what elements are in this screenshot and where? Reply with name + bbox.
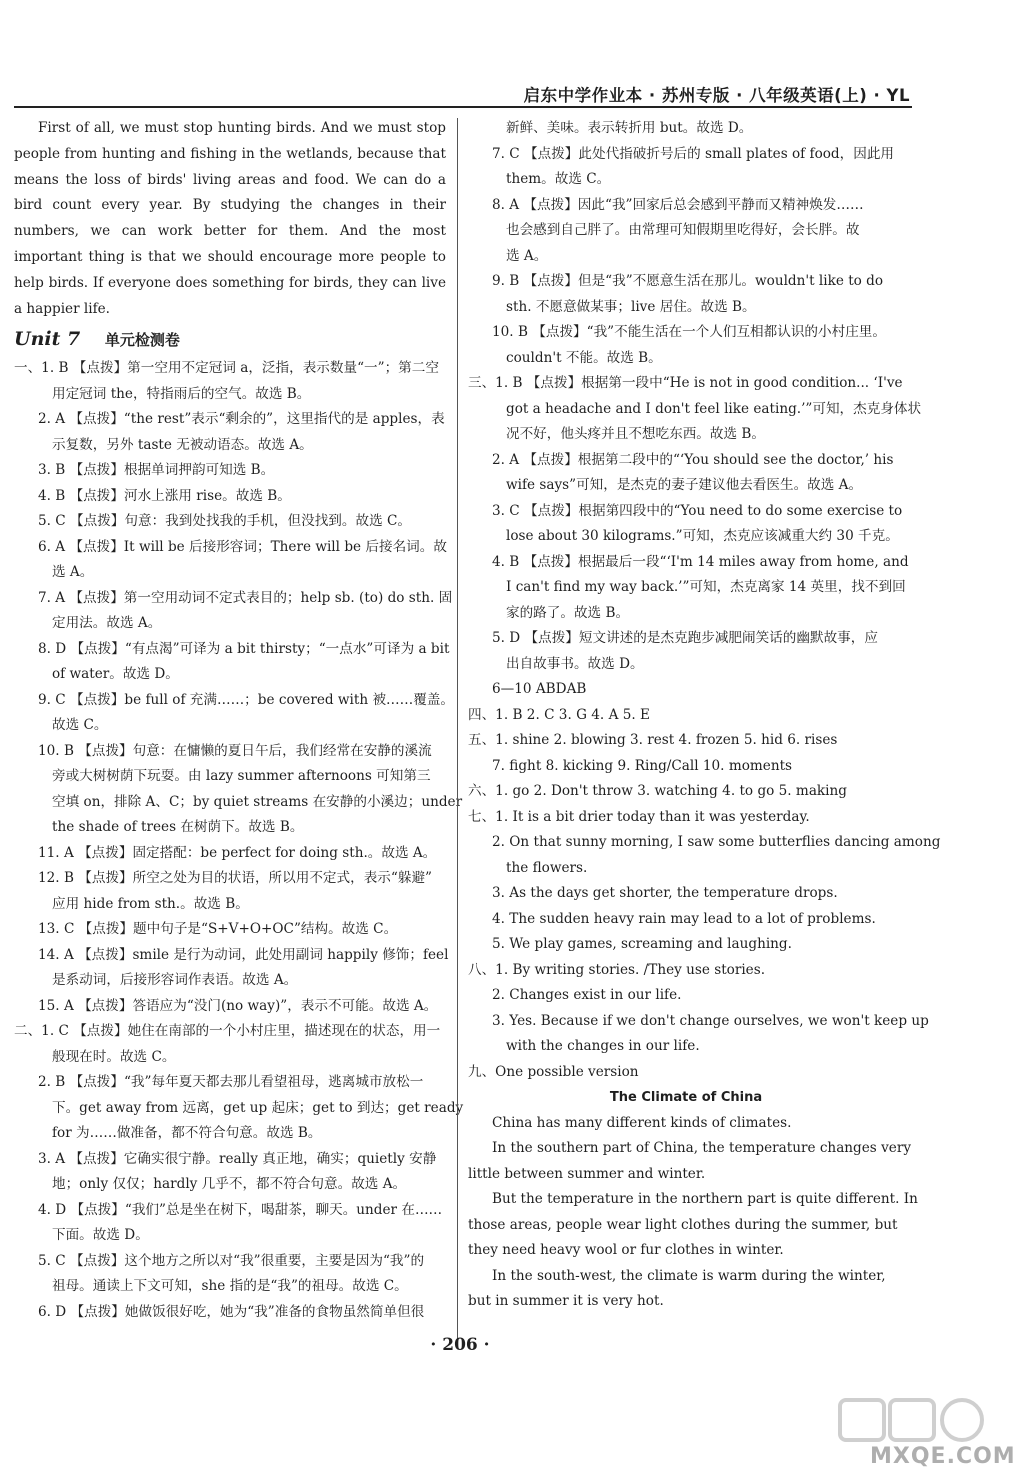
answer-line: 四、1. B 2. C 3. G 4. A 5. E — [468, 706, 650, 723]
answer-line: 二、1. C 【点拨】她住在南部的一个小村庄里，描述现在的状态，用一 — [14, 1023, 441, 1040]
answer-line: 5. C 【点拨】句意：我到处找我的手机，但没找到。故选 C。 — [38, 513, 411, 530]
page-header: 启东中学作业本 · 苏州专版 · 八年级英语(上) · YL — [523, 86, 910, 105]
left-answer-list — [14, 356, 464, 1325]
answer-line: 六、1. go 2. Don't throw 3. watching 4. to go 5. making — [468, 783, 847, 799]
answer-line: 是系动词，后接形容词作表语。故选 A。 — [52, 972, 298, 989]
answer-line: 况不好，他头疼并且不想吃东西。故选 B。 — [506, 426, 765, 442]
answer-line: wife says”可知，是杰克的妻子建议他去看医生。故选 A。 — [506, 477, 863, 493]
answer-line: 下。get away from 远离，get up 起床；get to 到达；get ready — [52, 1099, 464, 1116]
answer-line: 4. The sudden heavy rain may lead to a lot of problems. — [492, 910, 876, 927]
right-answer-list — [468, 116, 941, 1085]
answer-line: 8. A 【点拨】因此“我”回家后总会感到平静而又精神焕发…… — [492, 196, 864, 213]
answer-line: 一、1. B 【点拨】第一空用不定冠词 a，泛指，表示数量“一”；第二空 — [14, 360, 439, 377]
essay-line: In the southern part of China, the temperature changes very — [492, 1140, 911, 1156]
answer-line: 也会感到自己胖了。由常理可知假期里吃得好，会长胖。故 — [506, 222, 860, 238]
answer-line: 7. C 【点拨】此处代指破折号后的 small plates of food，因此用 — [492, 145, 895, 162]
answer-line: 选 A。 — [506, 247, 548, 264]
answer-line: 八、1. By writing stories. /They use stories. — [468, 961, 766, 978]
answer-line: 2. A 【点拨】根据第二段中的“‘You should see the doctor,’ his — [492, 451, 894, 468]
answer-line: 7. A 【点拨】第一空用动词不定式表目的；help sb. (to) do sth. 固 — [38, 589, 453, 606]
answer-line: 4. D 【点拨】“我们”总是坐在树下，喝甜茶，聊天。under 在…… — [38, 1201, 443, 1218]
answer-line: 13. C 【点拨】题中句子是“S+V+O+OC”结构。故选 C。 — [38, 921, 398, 938]
answer-line: 地；only 仅仅；hardly 几乎不，都不符合句意。故选 A。 — [52, 1176, 407, 1193]
intro-paragraph: First of all, we must stop hunting birds. And we must stop people from hunting and fishing in the wetlands, because that means the loss of birds' living areas and food. We can do a bird count every year. By studying the changes in their numbers, we can work better for them. And the most important thing is that we should encourage more people to help birds. If everyone does something for birds, they can live a happier life. — [14, 120, 446, 317]
answer-line: 5. We play games, screaming and laughing. — [492, 936, 792, 952]
answer-line: 4. B 【点拨】河水上涨用 rise。故选 B。 — [38, 487, 291, 504]
essay-line: In the south-west, the climate is warm during the winter, — [492, 1267, 886, 1284]
answer-line: 用定冠词 the，特指雨后的空气。故选 B。 — [52, 385, 311, 402]
answer-line: 10. B 【点拨】“我”不能生活在一个人们互相都认识的小村庄里。 — [492, 324, 886, 340]
answer-line: 9. B 【点拨】但是“我”不愿意生活在那儿。wouldn't like to do — [492, 273, 884, 289]
answer-line: 6. D 【点拨】她做饭很好吃，她为“我”准备的食物虽然简单但很 — [38, 1303, 425, 1320]
header-rule — [14, 106, 912, 108]
answer-line: 选 A。 — [52, 564, 94, 581]
answer-line: 8. D 【点拨】“有点渴”可译为 a bit thirsty；“一点水”可译为 a bit — [38, 640, 450, 657]
answer-line: 2. On that sunny morning, I saw some butterflies dancing among — [492, 834, 941, 850]
answer-line: for 为……做准备，都不符合句意。故选 B。 — [52, 1125, 322, 1142]
answer-line: 定用法。故选 A。 — [52, 615, 162, 632]
answer-line: sth. 不愿意做某事；live 居住。故选 B。 — [506, 298, 756, 315]
answer-line: 示复数，另外 taste 无被动语态。故选 A。 — [52, 436, 313, 453]
page-number: · 206 · — [430, 1335, 490, 1355]
answer-line: I can't find my way back.’”可知，杰克离家 14 英里，找不到回 — [506, 579, 906, 595]
answer-line: them。故选 C。 — [506, 171, 611, 187]
answer-line: 家的路了。故选 B。 — [506, 604, 630, 621]
answer-line: 3. Yes. Because if we don't change ourselves, we won't keep up — [492, 1012, 929, 1029]
answer-line: 故选 C。 — [52, 717, 108, 734]
essay-title: The Climate of China — [609, 1090, 763, 1105]
answer-line: 下面。故选 D。 — [52, 1227, 149, 1244]
answer-line: 新鲜、美味。表示转折用 but。故选 D。 — [506, 120, 753, 136]
answer-line: the shade of trees 在树荫下。故选 B。 — [52, 819, 304, 836]
answer-line: 般现在时。故选 C。 — [52, 1048, 176, 1065]
answer-line: 空填 on，排除 A、C；by quiet streams 在安静的小溪边；under — [52, 793, 463, 810]
answer-line: 6. A 【点拨】It will be 后接形容词；There will be 后接名词。故 — [38, 538, 447, 555]
answer-line: 15. A 【点拨】答语应为“没门(no way)”，表示不可能。故选 A。 — [38, 997, 438, 1014]
answer-line: 七、1. It is a bit drier today than it was yesterday. — [468, 808, 810, 825]
answer-line: 应用 hide from sth.。故选 B。 — [52, 895, 249, 912]
answer-line: 6—10 ABDAB — [492, 681, 587, 697]
answer-line: 九、One possible version — [468, 1063, 639, 1080]
answer-line: 7. fight 8. kicking 9. Ring/Call 10. moments — [492, 757, 793, 774]
answer-line: 旁或大树树荫下玩耍。由 lazy summer afternoons 可知第三 — [52, 768, 431, 785]
answer-line: 9. C 【点拨】be full of 充满……；be covered with 被……覆盖。 — [38, 691, 455, 708]
answer-line: 4. B 【点拨】根据最后一段“‘I'm 14 miles away from home, and — [492, 553, 909, 570]
answer-line: lose about 30 kilograms.”可知，杰克应该减重大约 30 千克。 — [506, 528, 899, 544]
answer-line: 祖母。通读上下文可知，she 指的是“我”的祖母。故选 C。 — [52, 1278, 408, 1295]
answer-line: 3. As the days get shorter, the temperature drops. — [492, 885, 838, 901]
answer-line: 12. B 【点拨】所空之处为目的状语，所以用不定式，表示“躲避” — [38, 870, 432, 887]
answer-line: 3. B 【点拨】根据单词押韵可知选 B。 — [38, 462, 275, 479]
answer-line: 五、1. shine 2. blowing 3. rest 4. frozen 5. hid 6. rises — [468, 732, 838, 748]
answer-line: 出自故事书。故选 D。 — [506, 655, 644, 672]
answer-line: of water。故选 D。 — [52, 666, 179, 683]
answer-line: 三、1. B 【点拨】根据第一段中“He is not in good condition... ‘I've — [468, 375, 903, 391]
left-column — [14, 116, 464, 1325]
column-divider — [457, 118, 458, 1340]
answer-line: 10. B 【点拨】句意：在慵懒的夏日午后，我们经常在安静的溪流 — [38, 742, 432, 759]
unit-title: Unit 7 — [14, 328, 81, 351]
answer-line: 14. A 【点拨】smile 是行为动词，此处用副词 happily 修饰；feel — [38, 946, 449, 963]
essay-line: But the temperature in the northern part is quite different. In — [492, 1191, 918, 1207]
essay-line: they need heavy wool or fur clothes in winter. — [468, 1242, 784, 1258]
answer-line: 3. C 【点拨】根据第四段中的“You need to do some exercise to — [492, 502, 903, 519]
answer-line: 5. C 【点拨】这个地方之所以对“我”很重要，主要是因为“我”的 — [38, 1252, 425, 1269]
essay-line: but in summer it is very hot. — [468, 1293, 664, 1309]
answer-line: couldn't 不能。故选 B。 — [506, 349, 662, 366]
answer-line: 11. A 【点拨】固定搭配：be perfect for doing sth.。故选 A。 — [38, 844, 437, 861]
answer-line: the flowers. — [506, 859, 588, 876]
watermark-text: MXQE.COM — [870, 1444, 1016, 1469]
answer-line: 5. D 【点拨】短文讲述的是杰克跑步减肥闹笑话的幽默故事，应 — [492, 630, 878, 646]
right-column — [468, 116, 941, 1315]
answer-line: with the changes in our life. — [506, 1038, 700, 1054]
unit-subtitle: 单元检测卷 — [104, 331, 180, 350]
essay-body — [468, 1111, 918, 1315]
answer-line: got a headache and I don't feel like eating.’”可知，杰克身体状 — [506, 400, 922, 417]
unit-heading — [14, 322, 446, 356]
answer-line: 2. B 【点拨】“我”每年夏天都去那儿看望祖母，逃离城市放松一 — [38, 1074, 424, 1091]
essay-line: those areas, people wear light clothes during the summer, but — [468, 1216, 898, 1233]
essay-line: China has many different kinds of climates. — [492, 1114, 792, 1131]
answer-line: 2. A 【点拨】“the rest”表示“剩余的”，这里指代的是 apples，表 — [38, 411, 445, 428]
essay-line: little between summer and winter. — [468, 1165, 706, 1182]
answer-line: 2. Changes exist in our life. — [492, 987, 682, 1003]
answer-line: 3. A 【点拨】它确实很宁静。really 真正地，确实；quietly 安静 — [38, 1150, 437, 1167]
